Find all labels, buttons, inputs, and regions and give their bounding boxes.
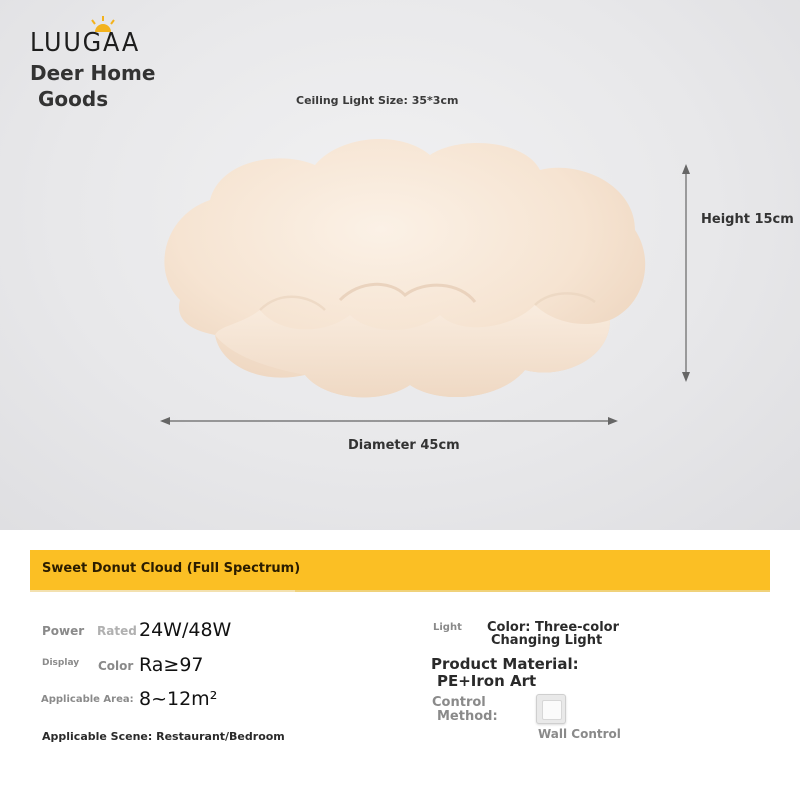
height-label: Height 15cm — [701, 212, 794, 227]
product-title-banner — [30, 550, 770, 590]
display-label: Display — [42, 658, 80, 668]
control-value: Wall Control — [538, 727, 621, 741]
control-label-line2: Method: — [437, 709, 498, 724]
color-value: Ra≥97 — [139, 654, 204, 676]
color-label: Color — [98, 659, 134, 673]
area-value: 8~12m² — [139, 688, 218, 710]
light-color-line2: Changing Light — [491, 633, 603, 648]
wall-switch-icon — [536, 694, 566, 724]
material-line1: Product Material: — [431, 655, 579, 673]
power-label: Power — [42, 624, 85, 638]
diameter-label: Diameter 45cm — [348, 438, 460, 453]
light-color-line1: Color: Three-color — [487, 620, 619, 635]
power-value: 24W/48W — [139, 619, 232, 641]
brand-name: LUUGAA — [30, 28, 141, 58]
control-label-line1: Control — [432, 695, 486, 710]
area-label: Applicable Area: — [41, 694, 134, 705]
scene-text: Applicable Scene: Restaurant/Bedroom — [42, 730, 285, 743]
material-line2: PE+Iron Art — [437, 672, 537, 690]
size-label: Ceiling Light Size: 35*3cm — [296, 94, 459, 107]
light-label: Light — [433, 622, 462, 633]
spec-panel — [0, 530, 800, 800]
banner-underline — [30, 590, 295, 592]
brand-subtitle-line1: Deer Home — [30, 61, 156, 85]
brand-subtitle-line2: Goods — [38, 87, 109, 111]
product-title: Sweet Donut Cloud (Full Spectrum) — [42, 561, 301, 576]
rated-label: Rated — [97, 624, 137, 638]
brand-subtitle — [30, 60, 155, 112]
